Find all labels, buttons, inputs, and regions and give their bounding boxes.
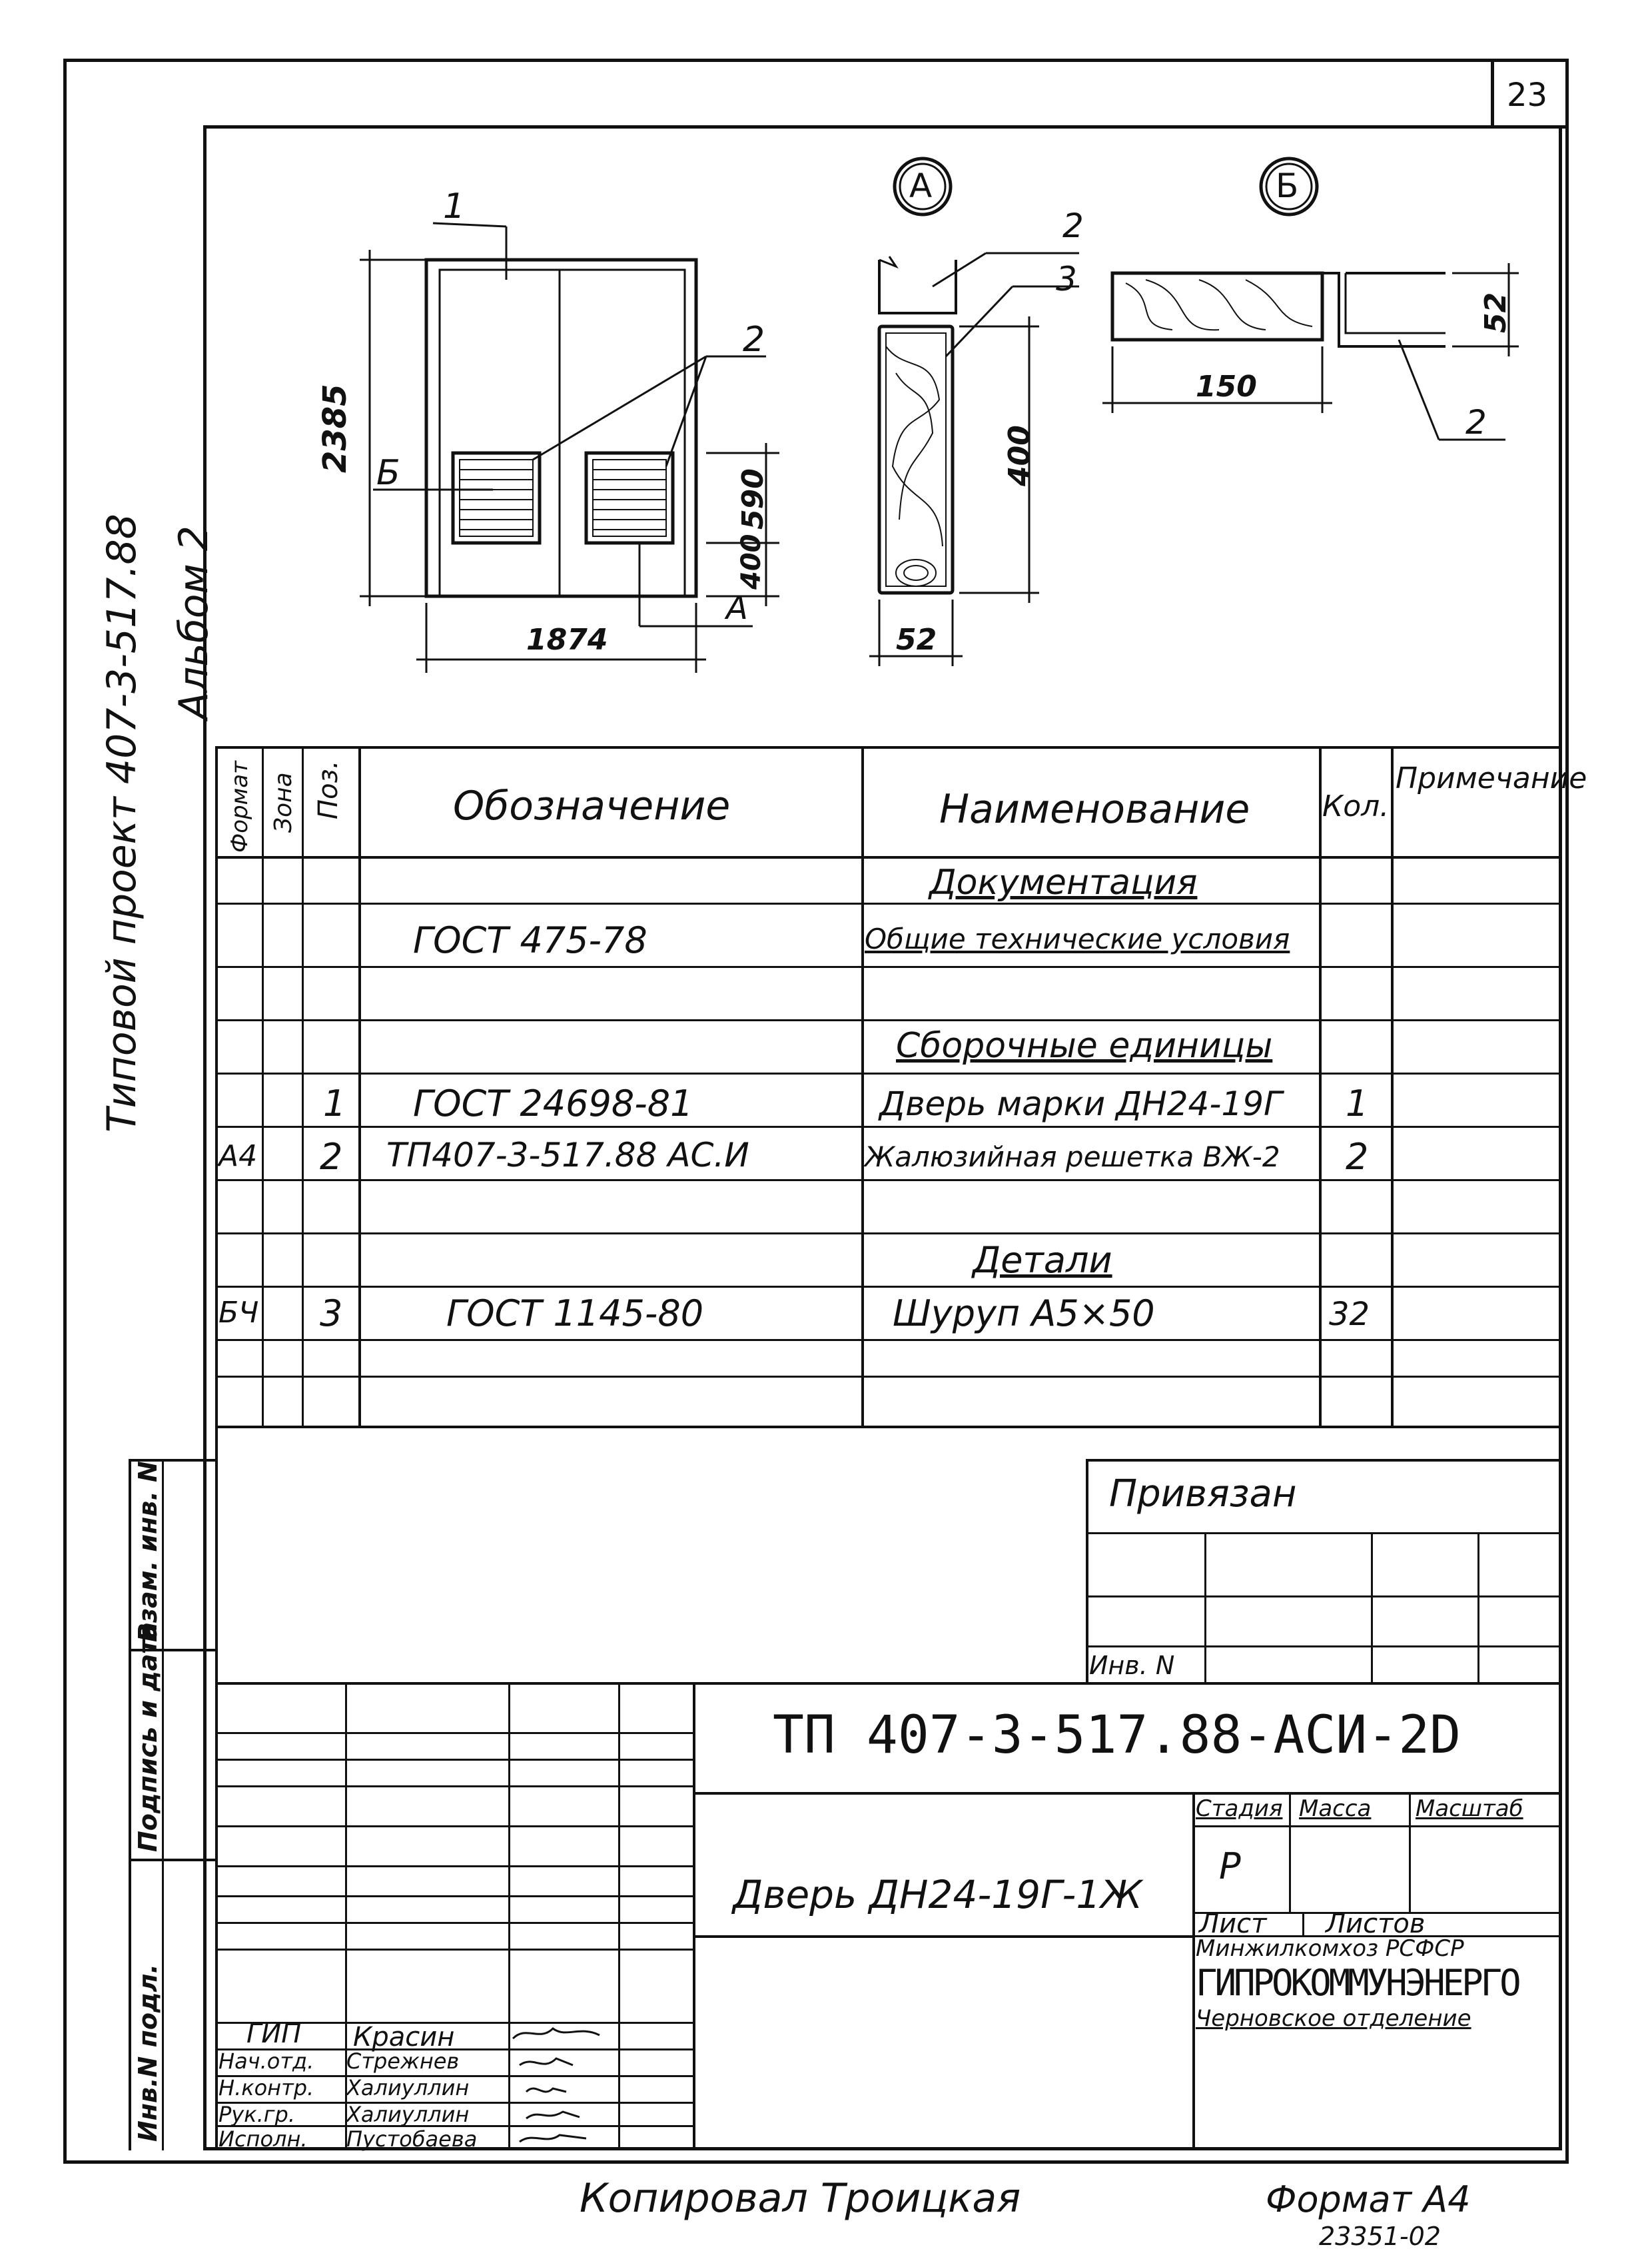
row-name: Шуруп А5×50 [893, 1292, 1155, 1334]
section-details: Детали [973, 1239, 1112, 1281]
detail-a-title: А [909, 167, 933, 205]
sheets-label: Листов [1326, 1909, 1426, 1939]
header-qty: Кол. [1322, 789, 1390, 823]
row-qty: 2 [1346, 1136, 1369, 1178]
footer-copied-by: Копировал Троицкая [580, 2175, 1021, 2222]
org-name: ГИПРОКОММУНЭНЕРГО [1196, 1962, 1519, 2004]
main-dim-height: 2385 [316, 384, 354, 473]
detail-b-pos-2: 2 [1465, 403, 1487, 442]
stage-label: Стадия [1196, 1795, 1283, 1822]
sign-role: ГИП [246, 2019, 302, 2049]
header-zone: Зона [270, 772, 297, 833]
document-code: ТП 407-3-517.88-АСИ-2D [773, 1705, 1461, 1765]
row-pos: 1 [323, 1083, 346, 1125]
mass-label: Масса [1299, 1795, 1372, 1822]
footer-order-number: 23351-02 [1319, 2222, 1441, 2251]
header-note: Примечание [1396, 761, 1587, 795]
scale-label: Масштаб [1416, 1795, 1523, 1822]
main-section-b: Б [376, 453, 400, 493]
sign-role: Н.контр. [218, 2075, 314, 2100]
main-dim-width: 1874 [526, 623, 608, 657]
detail-b-dim-150: 150 [1196, 370, 1257, 404]
row-designation: ГОСТ 1145-80 [446, 1292, 704, 1334]
detail-a-pos-2: 2 [1062, 207, 1084, 245]
row-qty: 1 [1346, 1083, 1369, 1125]
section-documentation: Документация [929, 863, 1198, 903]
main-section-a: А [726, 590, 748, 627]
main-dim-590: 590 [736, 468, 770, 530]
row-format: А4 [218, 1139, 258, 1173]
row-designation: ГОСТ 475-78 [413, 919, 647, 961]
detail-a-pos-3: 3 [1056, 260, 1077, 298]
row-name: Дверь марки ДН24-19Г [879, 1085, 1282, 1123]
sign-role: Нач.отд. [218, 2048, 314, 2074]
header-pos: Поз. [313, 760, 344, 819]
sign-name: Стрежнев [346, 2048, 460, 2074]
detail-a-dim-400: 400 [1003, 425, 1036, 486]
row-name: Общие технические условия [865, 923, 1290, 955]
section-assemblies: Сборочные единицы [896, 1026, 1273, 1066]
privyazan-inv: Инв. N [1089, 1651, 1175, 1680]
sign-role: Исполн. [218, 2126, 308, 2152]
main-pos-1: 1 [443, 187, 466, 226]
detail-a-dim-52: 52 [896, 623, 937, 657]
row-designation: ТП407-3-517.88 АС.И [386, 1136, 749, 1174]
org-branch: Черновское отделение [1196, 2005, 1471, 2032]
detail-b-dim-52: 52 [1479, 292, 1513, 333]
footer-format: Формат А4 [1266, 2178, 1471, 2220]
row-pos: 3 [320, 1292, 343, 1334]
row-name: Жалюзийная решетка ВЖ-2 [865, 1140, 1280, 1173]
side-label-album: Альбом 2 [171, 526, 217, 719]
sign-role: Рук.гр. [218, 2102, 296, 2127]
document-title: Дверь ДН24-19Г-1Ж [733, 1872, 1142, 1917]
sheet-number: 23 [1507, 77, 1548, 114]
sign-name: Халиуллин [346, 2102, 470, 2127]
sign-name: Халиуллин [346, 2075, 470, 2100]
header-format: Формат [226, 761, 253, 853]
header-name: Наименование [939, 786, 1250, 833]
row-qty: 32 [1329, 1296, 1370, 1333]
stage-value: Р [1219, 1845, 1241, 1887]
org-ministry: Минжилкомхоз РСФСР [1196, 1935, 1464, 1962]
row-pos: 2 [320, 1136, 343, 1178]
detail-b-title: Б [1276, 167, 1299, 205]
row-format: БЧ [218, 1296, 259, 1330]
sign-name: Красин [353, 2022, 455, 2052]
sign-name: Пустобаева [346, 2126, 478, 2152]
main-pos-2: 2 [743, 320, 765, 360]
row-designation: ГОСТ 24698-81 [413, 1083, 693, 1125]
side-label-project: Типовой проект 407-3-517.88 [99, 514, 145, 1132]
sheet-label: Лист [1199, 1909, 1267, 1939]
stamp-inv-podl: Инв.N подл. [133, 1964, 163, 2142]
header-designation: Обозначение [453, 783, 731, 829]
main-dim-400: 400 [736, 534, 767, 590]
privyazan-title: Привязан [1109, 1472, 1297, 1516]
stamp-signature-date: Подпись и дата [133, 1621, 163, 1852]
stamp-vzam-inv: Взам. инв. N [133, 1461, 163, 1642]
